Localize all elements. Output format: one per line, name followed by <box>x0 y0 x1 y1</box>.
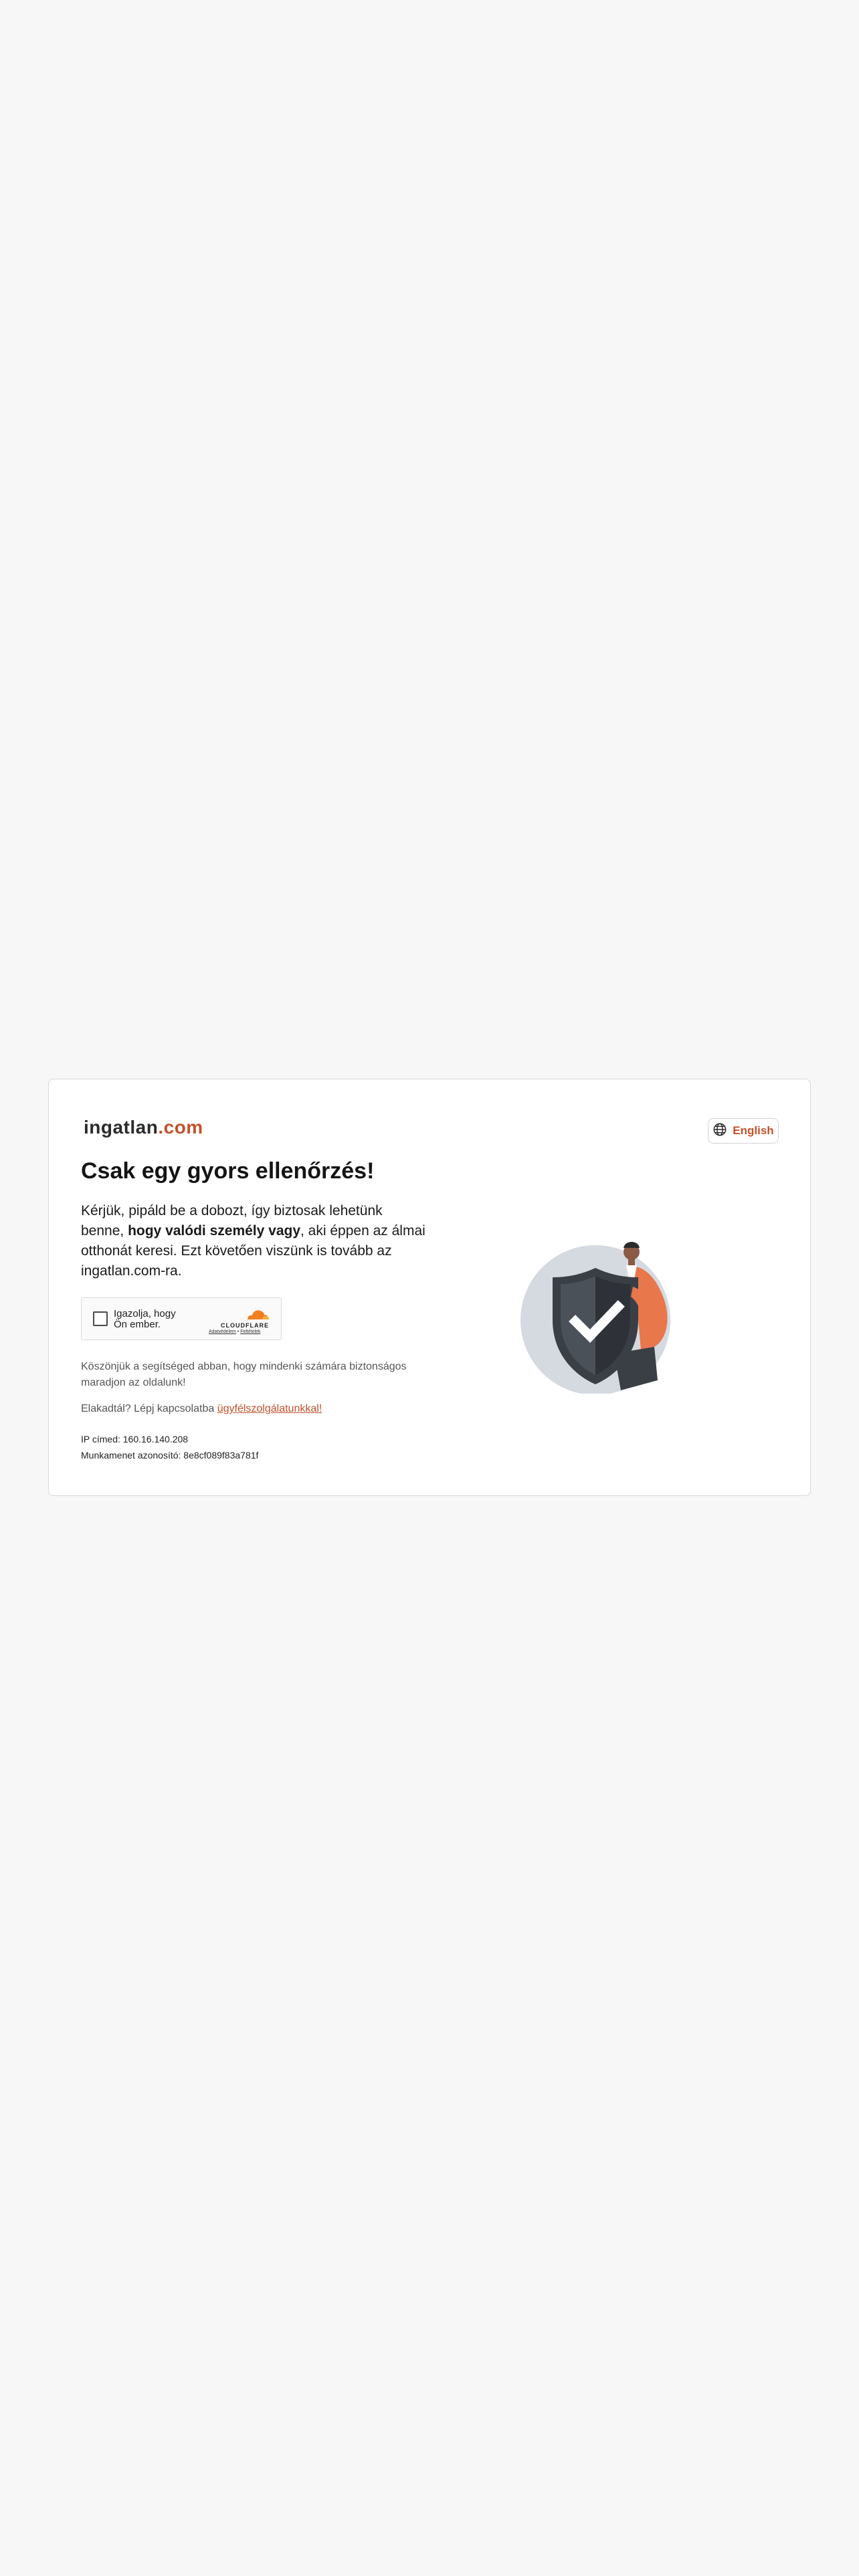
globe-icon <box>712 1122 727 1140</box>
cloudflare-logo-icon <box>244 1306 270 1321</box>
site-logo[interactable] <box>84 1117 203 1138</box>
captcha-widget <box>81 1297 282 1340</box>
ip-address: IP címed: 160.16.140.208 <box>81 1434 189 1444</box>
lead-text <box>81 1201 429 1281</box>
logo-prefix: ingatlan <box>84 1117 159 1138</box>
help-prefix: Elakadtál? Lépj kapcsolatba <box>81 1403 217 1414</box>
terms-link[interactable]: Feltételek <box>240 1329 261 1334</box>
language-button[interactable] <box>708 1118 779 1144</box>
support-link[interactable]: ügyfélszolgálatunkkal! <box>217 1403 322 1414</box>
privacy-link[interactable]: Adatvédelem <box>209 1329 236 1334</box>
help-text <box>81 1403 322 1415</box>
thanks-text: Köszönjük a segítséged abban, hogy mindenki számára biztonságos maradjon az oldalunk! <box>81 1361 407 1388</box>
language-label: English <box>733 1124 774 1137</box>
checkbox-label: Igazolja, hogy Ön ember. <box>114 1308 176 1330</box>
lead-bold: hogy valódi személy vagy <box>128 1223 301 1239</box>
cloudflare-wordmark: CLOUDFLARE <box>221 1322 269 1329</box>
link-separator: • <box>235 1329 241 1334</box>
logo-suffix: .com <box>158 1117 203 1138</box>
lead-part-2: , aki éppen az álmai otthonát keresi. Ezt követően viszünk is tovább az ingatlan.com-ra. <box>81 1223 425 1279</box>
security-shield-illustration <box>520 1233 688 1394</box>
cloudflare-links <box>209 1329 261 1334</box>
human-checkbox[interactable] <box>93 1311 108 1326</box>
lead-part-1: Kérjük, pipáld be a dobozt, így biztosak lehetünk benne, <box>81 1203 383 1239</box>
verification-card <box>48 1079 811 1496</box>
session-id: Munkamenet azonosító: 8e8cf089f83a781f <box>81 1450 259 1461</box>
page-title: Csak egy gyors ellenőrzés! <box>81 1158 375 1184</box>
cloudflare-branding <box>202 1306 276 1335</box>
